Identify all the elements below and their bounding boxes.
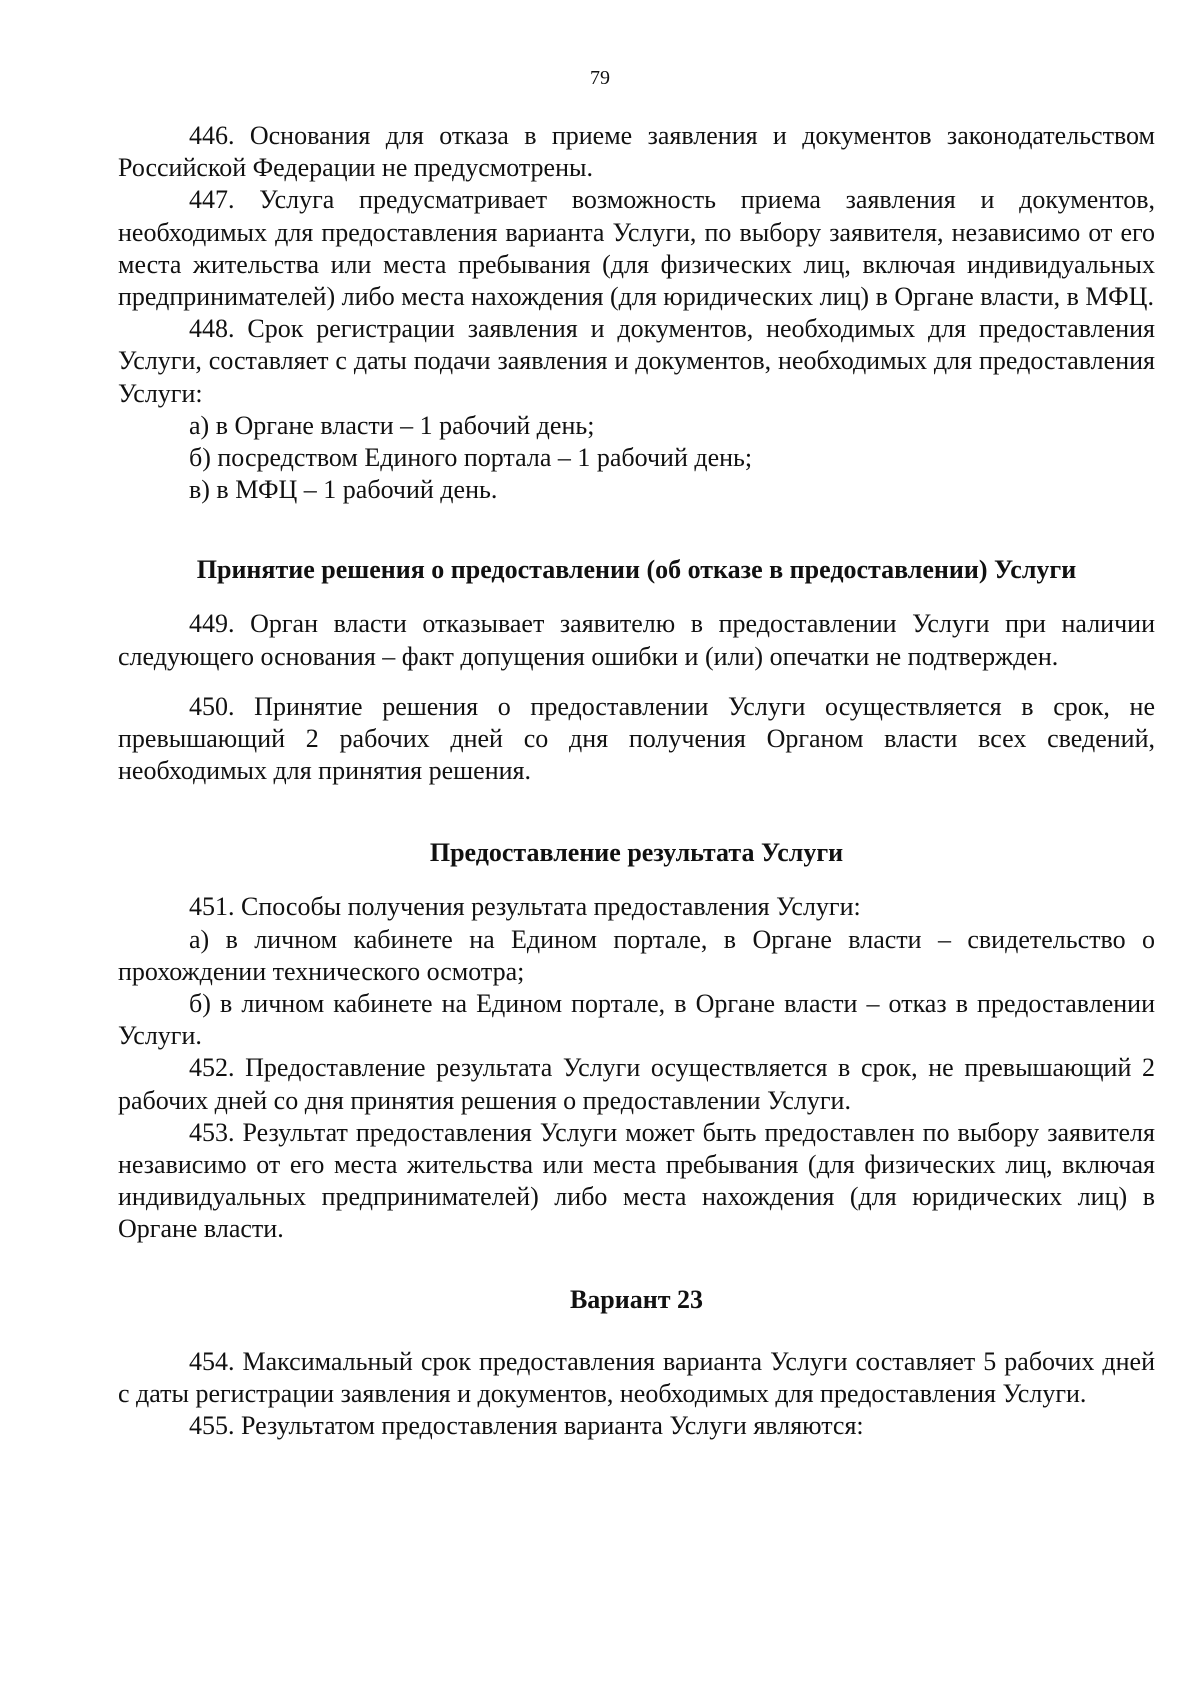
list-item-448-b: б) посредством Единого портала – 1 рабочий день; [189, 443, 753, 473]
paragraph-455: 455. Результатом предоставления варианта Услуги являются: [189, 1411, 864, 1441]
list-item-451-a: а) в личном кабинете на Едином портале, в Органе власти – свидетельство о прохождении технического осмотра; [118, 924, 1155, 986]
list-item-451-b: б) в личном кабинете на Едином портале, в Органе власти – отказ в предоставлении Услуги. [118, 989, 1155, 1051]
paragraph-447: 447. Услуга предусматривает возможность приема заявления и документов, необходимых для предоставления варианта Услуги, по выбору заявителя, независимо от его места жительства или места пребывания (для физических лиц, включая индивидуальных предпринимателей) либо места нахождения (для юридических лиц) в Органе власти, в МФЦ. [118, 185, 1155, 312]
section-heading-decision: Принятие решения о предоставлении (об отказе в предоставлении) Услуги [196, 555, 1077, 585]
page-number: 79 [590, 67, 610, 89]
document-body [118, 120, 1155, 1442]
section-heading-variant-23: Вариант 23 [569, 1284, 704, 1314]
paragraph-451: 451. Способы получения результата предоставления Услуги: [189, 892, 861, 922]
section-heading-result: Предоставление результата Услуги [429, 838, 844, 868]
paragraph-449: 449. Орган власти отказывает заявителю в предоставлении Услуги при наличии следующего основания – факт допущения ошибки и (или) опечатки не подтвержден. [118, 609, 1155, 671]
list-item-448-c: в) в МФЦ – 1 рабочий день. [189, 475, 498, 505]
paragraph-453: 453. Результат предоставления Услуги может быть предоставлен по выбору заявителя независимо от его места жительства или места пребывания (для физических лиц, включая индивидуальных предпринимателей) либо места нахождения (для юридических лиц) в Органе власти. [118, 1117, 1155, 1244]
paragraph-446: 446. Основания для отказа в приеме заявления и документов законодательством Российской Федерации не предусмотрены. [118, 121, 1155, 183]
paragraph-450: 450. Принятие решения о предоставлении Услуги осуществляется в срок, не превышающий 2 рабочих дней со дня получения Органом власти всех сведений, необходимых для принятия решения. [118, 691, 1155, 786]
paragraph-448: 448. Срок регистрации заявления и документов, необходимых для предоставления Услуги, составляет с даты подачи заявления и документов, необходимых для предоставления Услуги: [118, 314, 1155, 408]
paragraph-454: 454. Максимальный срок предоставления варианта Услуги составляет 5 рабочих дней с даты регистрации заявления и документов, необходимых для предоставления Услуги. [118, 1346, 1155, 1408]
paragraph-452: 452. Предоставление результата Услуги осуществляется в срок, не превышающий 2 рабочих дней со дня принятия решения о предоставлении Услуги. [118, 1053, 1155, 1115]
list-item-448-a: а) в Органе власти – 1 рабочий день; [189, 410, 595, 440]
